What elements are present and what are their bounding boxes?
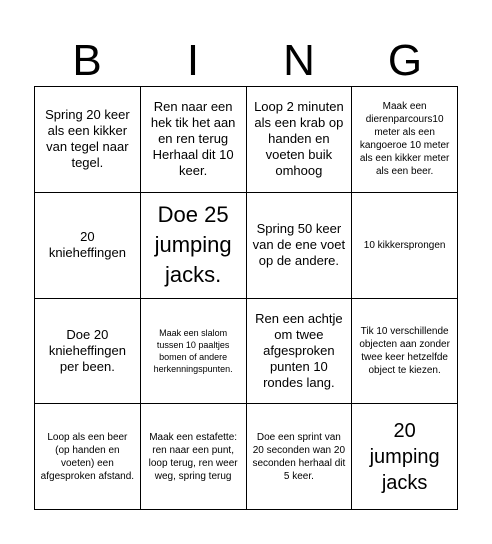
bingo-cell[interactable]: Maak een slalom tussen 10 paaltjes bomen of andere herkenningspunten.	[141, 299, 247, 405]
bingo-cell[interactable]: Maak een estafette: ren naar een punt, loop terug, ren weer weg, spring terug	[141, 404, 247, 510]
bingo-title	[34, 36, 458, 86]
bingo-cell[interactable]: Tik 10 verschillende objecten aan zonder twee keer hetzelfde object te kiezen.	[352, 299, 458, 405]
title-letter-i: I	[186, 36, 200, 85]
bingo-cell[interactable]: Ren naar een hek tik het aan en ren terug Herhaal dit 10 keer.	[141, 87, 247, 193]
bingo-cell[interactable]: Spring 20 keer als een kikker van tegel naar tegel.	[35, 87, 141, 193]
bingo-cell[interactable]: 20 jumping jacks	[352, 404, 458, 510]
bingo-cell[interactable]: Spring 50 keer van de ene voet op de andere.	[247, 193, 353, 299]
bingo-cell[interactable]: 20 knieheffingen	[35, 193, 141, 299]
bingo-cell[interactable]: Loop als een beer (op handen en voeten) een afgesproken afstand.	[35, 404, 141, 510]
bingo-cell[interactable]: Doe 25 jumping jacks.	[141, 193, 247, 299]
bingo-cell[interactable]: Doe 20 knieheffingen per been.	[35, 299, 141, 405]
bingo-cell[interactable]: Doe een sprint van 20 seconden wan 20 seconden herhaal dit 5 keer.	[247, 404, 353, 510]
bingo-cell[interactable]: 10 kikkersprongen	[352, 193, 458, 299]
title-letter-b: B	[72, 36, 102, 85]
bingo-card-grid	[34, 86, 458, 510]
bingo-cell[interactable]: Loop 2 minuten als een krab op handen en voeten buik omhoog	[247, 87, 353, 193]
bingo-cell[interactable]: Maak een dierenparcours10 meter als een kangoeroe 10 meter als een kikker meter als een beer.	[352, 87, 458, 193]
bingo-cell[interactable]: Ren een achtje om twee afgesproken punten 10 rondes lang.	[247, 299, 353, 405]
title-letter-n: N	[283, 36, 315, 85]
title-letter-g: G	[387, 36, 423, 85]
